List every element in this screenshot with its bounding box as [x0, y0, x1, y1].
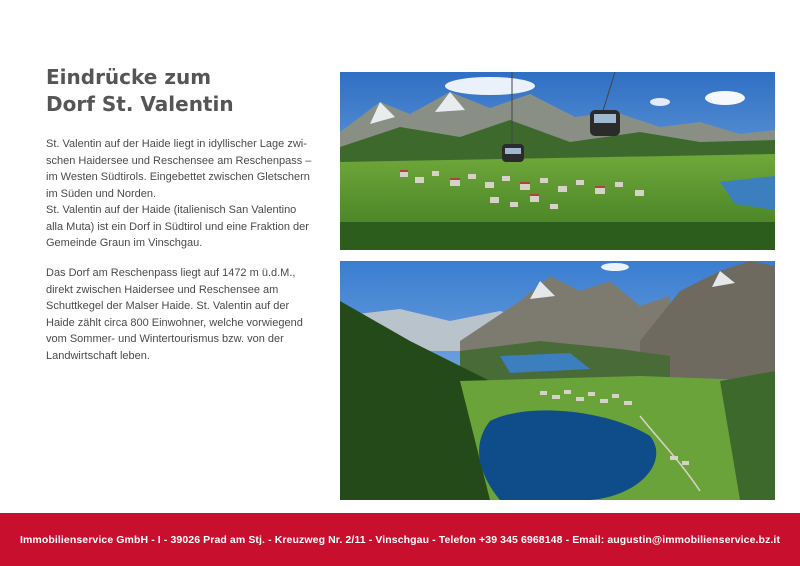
text-line: St. Valentin auf der Haide (italienisch San Valentino	[46, 204, 297, 216]
text-line: direkt zwischen Haidersee und Reschensee am	[46, 283, 279, 296]
text-line: schen Haidersee und Reschensee am Reschenpass –	[46, 154, 312, 167]
text-line: Das Dorf am Reschenpass liegt auf 1472 m ü.d.M.,	[46, 267, 296, 279]
text-line: Landwirtschaft leben.	[46, 349, 150, 362]
text-line: Haide zählt circa 800 Einwohner, welche vorwiegend	[46, 316, 303, 329]
page-title	[46, 64, 234, 118]
text-line: im Süden und Norden.	[46, 187, 157, 200]
text-line: St. Valentin auf der Haide liegt in idyllischer Lage zwi-	[46, 138, 307, 150]
text-line: vom Sommer- und Wintertourismus bzw. von der	[46, 333, 284, 345]
photo-lake-valley	[340, 261, 775, 500]
intro-paragraph	[46, 136, 318, 252]
photo-village-cable-car	[340, 72, 775, 250]
text-line: Gemeinde Graun im Vinschgau.	[46, 237, 203, 249]
village-paragraph	[46, 265, 318, 364]
text-line: im Westen Südtirols. Eingebettet zwischen Gletschern	[46, 171, 310, 183]
text-line: Schuttkegel der Malser Haide. St. Valentin auf der	[46, 300, 290, 312]
text-line: alla Muta) ist ein Dorf in Südtirol und eine Fraktion der	[46, 220, 309, 233]
footer-contact-text: Immobilienservice GmbH - I - 39026 Prad am Stj. - Kreuzweg Nr. 2/11 - Vinschgau - Telefon +39 345 6968148 - Email: augustin@immobilienservice.bz.it	[19, 533, 781, 546]
page-title-line-1: Eindrücke zum	[46, 65, 212, 89]
page-title-line-2: Dorf St. Valentin	[46, 92, 234, 116]
contact-footer	[0, 513, 800, 566]
